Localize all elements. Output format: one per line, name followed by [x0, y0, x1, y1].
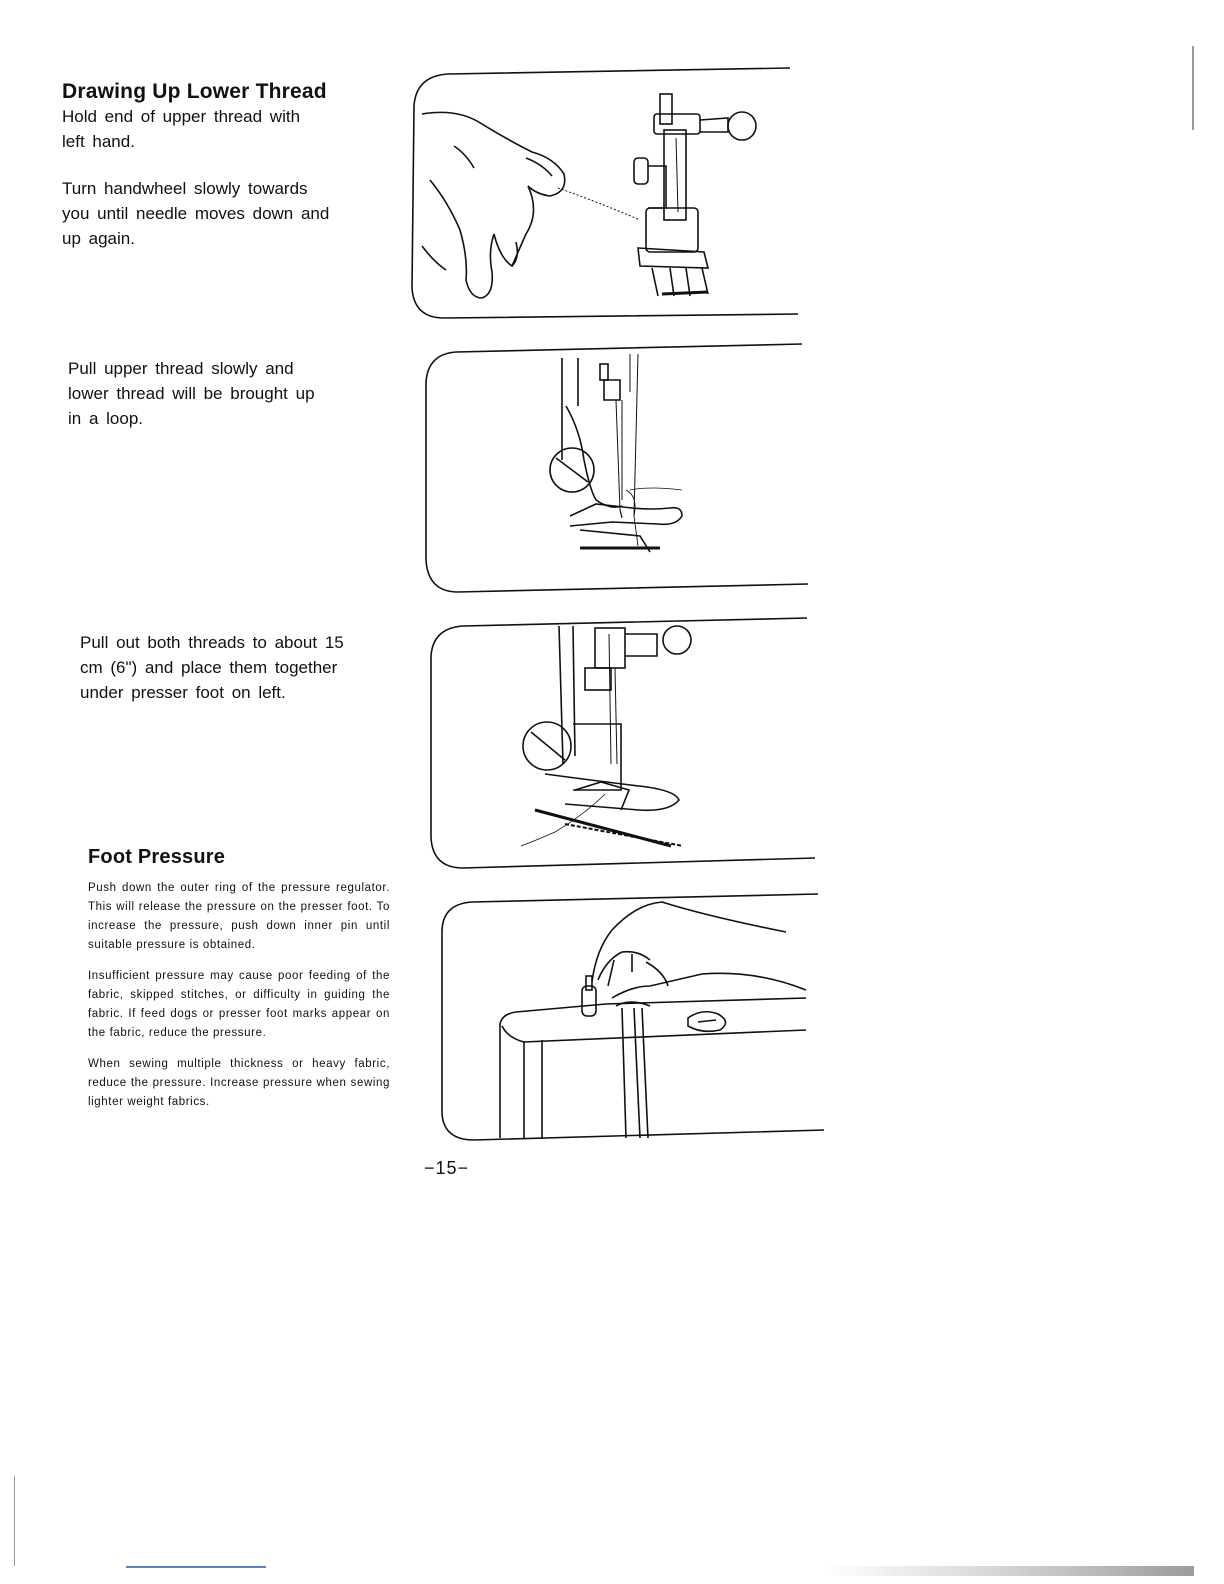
step-3-text: Pull upper thread slowly and lower thread will be brought up in a loop.	[68, 359, 315, 428]
foot-pressure-para-3: When sewing multiple thickness or heavy fabric, reduce the pressure. Increase pressure when sewing lighter weight fabrics.	[88, 1058, 390, 1108]
step-2-text: Turn handwheel slowly towards you until needle moves down and up again.	[62, 179, 330, 248]
section-heading-drawing-up: Drawing Up Lower Thread	[62, 80, 327, 103]
section-heading-foot-pressure: Foot Pressure	[88, 846, 226, 868]
foot-pressure-para-1: Push down the outer ring of the pressure regulator. This will release the pressure on the presser foot. To increase the pressure, push down inner pin until suitable pressure is obtained.	[88, 882, 390, 951]
page-number: −15−	[424, 1158, 470, 1178]
threads-under-foot-illustration	[425, 614, 817, 872]
needle-loop-illustration	[420, 340, 810, 598]
scan-edge-line-bottom-left	[14, 1476, 15, 1566]
foot-pressure-block	[88, 846, 390, 1124]
step-4-block	[80, 630, 390, 705]
foot-pressure-para-2: Insufficient pressure may cause poor feeding of the fabric, skipped stitches, or difficulty in guiding the fabric. If feed dogs or presser foot marks appear on the fabric, reduce the pressure.	[88, 970, 390, 1039]
step-1-block	[62, 80, 372, 251]
step-4-text: Pull out both threads to about 15 cm (6") and place them together under presser foot on left.	[80, 633, 344, 702]
pressure-regulator-illustration	[436, 890, 826, 1146]
step-3-block	[68, 356, 378, 431]
hand-holding-thread-illustration	[408, 62, 803, 324]
scan-edge-line-top-right	[1192, 46, 1194, 130]
scan-edge-line-bottom	[126, 1566, 266, 1568]
scan-edge-shadow-bottom-right	[824, 1566, 1194, 1576]
step-1-text: Hold end of upper thread with left hand.	[62, 107, 301, 151]
